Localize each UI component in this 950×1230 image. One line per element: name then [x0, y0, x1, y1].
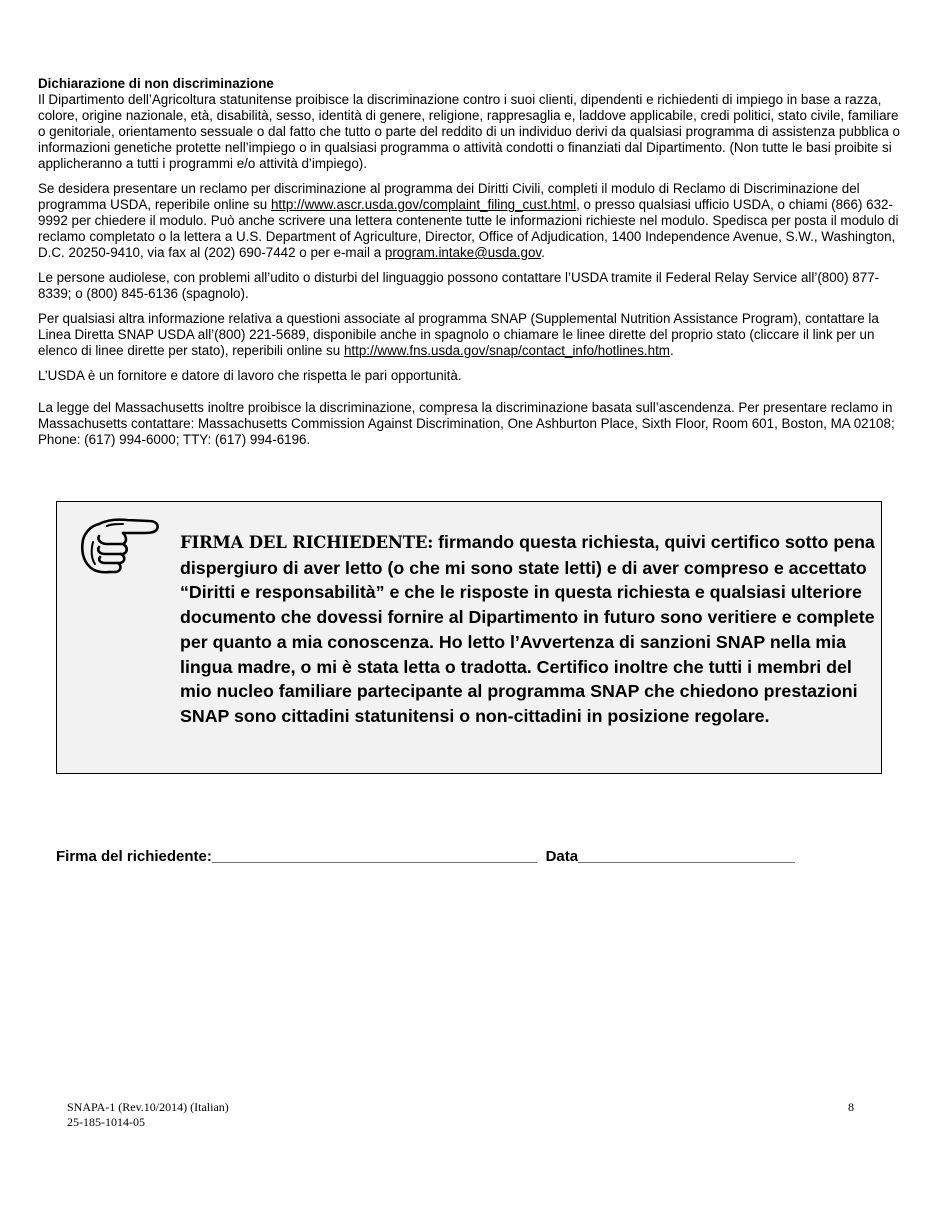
certification-text: firmando questa richiesta, quivi certifico sotto pena dispergiuro di aver letto (o che mi sono state letti) e di aver compreso e accettato “Diritti e responsabilità” e che le risposte in questa richiesta e qualsiasi ulteriore documento che dovessi fornire al Dipartimento in futuro sono veritiere e complete per quanto a mia conoscenza. Ho letto l’Avvertenza di sanzioni SNAP nella mia lingua madre, o mi è stata letta o tradotta. Certifico inoltre che tutti i membri del mio nucleo familiare partecipante al programma SNAP che chiedono prestazioni SNAP sono cittadini statunitensi o non-cittadini in posizione regolare.: [180, 532, 875, 726]
paragraph-text: .: [669, 343, 674, 358]
notice-paragraph-6: La legge del Massachusetts inoltre proibisce la discriminazione, compresa la discriminazione basata sull’ascendenza. Per presentare reclamo in Massachusetts contattare: Massachusetts Commission Against Discrimination, One Ashburton Place, Sixth Floor, Room 601, Boston, MA 02108; Phone: (617) 994-6000; TTY: (617) 994-6196.: [38, 400, 895, 447]
non-discrimination-notice: [38, 76, 908, 457]
signature-label: Firma del richiedente:: [56, 848, 212, 865]
paragraph-text: .: [541, 245, 545, 260]
certification-statement: [180, 530, 875, 729]
form-id: SNAPA-1 (Rev.10/2014) (Italian): [67, 1100, 229, 1114]
notice-paragraph-1: Il Dipartimento dell’Agricoltura statunitense proibisce la discriminazione contro i suoi clienti, dipendenti e richiedenti di impiego in base a razza, colore, origine nazionale, età, disabilità, sesso, identità di genere, religione, rappresaglia e, laddove applicabile, credi politici, stato civile, familiare o genitoriale, orientamento sessuale o dal fatto che tutto o parte del reddito di un individuo derivi da qualsiasi programma di assistenza pubblica o informazioni genetiche protette nell’impiego o in qualsiasi programma o attività condotti o finanziati dal Dipartimento. (Non tutte le basi proibite si applicheranno a tutti i programmi e/o attività d’impiego).: [38, 92, 900, 171]
paragraph-text: , o presso qualsiasi ufficio USDA, o chiami (866) 632-9992 per chiedere il modulo. Può anche scrivere una lettera contenente tutte le informazioni richieste nel modulo. Spedisca per posta il modulo di reclamo completato o la lettera a U.S. Department of Agriculture, Director, Office of Adjudication, 1400 Independence Avenue, S.W., Washington, D.C. 20250-9410, via fax al (202) 690-7442 o per e-mail a: [38, 197, 899, 260]
email-link[interactable]: program.intake@usda.gov: [384, 245, 542, 260]
page-number: 8: [848, 1100, 854, 1114]
paragraph-text: Per qualsiasi altra informazione relativa a questioni associate al programma SNAP (Supplemental Nutrition Assistance Program), contattare la Linea Diretta SNAP USDA all’(800) 221-5689, disponibile anche in spagnolo o chiamare le linee dirette del proprio stato (cliccare il link per un elenco di linee dirette per stato), reperibili online su: [38, 311, 879, 358]
notice-paragraph-4: [38, 311, 908, 359]
notice-paragraph-2: [38, 181, 908, 261]
notice-paragraph-3: Le persone audiolese, con problemi all’udito o disturbi del linguaggio possono contattare l’USDA tramite il Federal Relay Service all’(800) 877-8339; o (800) 845-6136 (spagnolo).: [38, 270, 880, 301]
pointing-hand-icon: [77, 516, 161, 578]
applicant-certification-box: [56, 501, 882, 774]
paragraph-text: Se desidera presentare un reclamo per discriminazione al programma dei Diritti Civili, completi il modulo di Reclamo di Discriminazione del programma USDA, reperibile online su: [38, 181, 860, 212]
footer-form-info: [67, 1100, 229, 1130]
notice-paragraph-5: L’USDA è un fornitore e datore di lavoro che rispetta le pari opportunità.: [38, 368, 462, 383]
hotlines-link[interactable]: http://www.fns.usda.gov/snap/contact_info/hotlines.htm: [343, 343, 670, 358]
signature-field[interactable]: _______________________________________: [211, 848, 538, 865]
signature-row: [56, 848, 795, 865]
date-field[interactable]: __________________________: [578, 848, 795, 865]
complaint-form-link[interactable]: http://www.ascr.usda.gov/complaint_filing_cust.html: [270, 197, 577, 212]
certification-heading: FIRMA DEL RICHIEDENTE:: [180, 533, 434, 552]
notice-title: Dichiarazione di non discriminazione: [38, 76, 274, 91]
date-label: Data: [545, 848, 579, 865]
form-code: 25-185-1014-05: [67, 1115, 145, 1129]
